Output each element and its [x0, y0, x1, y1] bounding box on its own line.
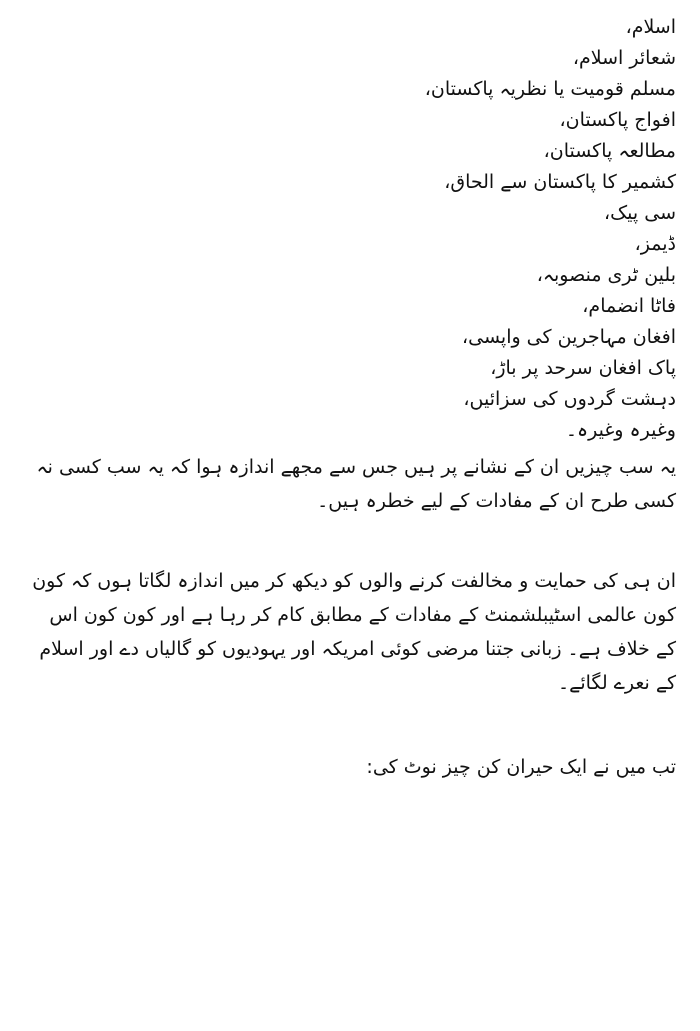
list-item: شعائر اسلام،: [572, 47, 676, 69]
list-item: اسلام،: [625, 16, 676, 38]
list-item: پاک افغان سرحد پر باڑ،: [490, 357, 676, 379]
paragraph-lead-in: تب میں نے ایک حیران کن چیز نوٹ کی:: [366, 756, 676, 778]
topic-list: [30, 12, 676, 446]
paragraph-observation: ان ہی کی حمایت و مخالفت کرنے والوں کو دیکھ کر میں اندازہ لگاتا ہوں کہ کون کون عالمی اسٹیبلشمنٹ کے مفادات کے مطابق کام کر رہا ہے اور کون کون اس کے خلاف ہے۔ زبانی جتنا مرضی کوئی امریکہ اور یہودیوں کو گالیاں دے اور اسلام کے نعرے لگائے۔: [32, 570, 676, 694]
list-item: افواج پاکستان،: [559, 109, 676, 131]
list-item: دہشت گردوں کی سزائیں،: [463, 388, 676, 410]
list-item: افغان مہاجرین کی واپسی،: [461, 326, 676, 348]
list-item: مسلم قومیت یا نظریہ پاکستان،: [424, 78, 676, 100]
list-item: مطالعہ پاکستان،: [543, 140, 676, 162]
list-item: ڈیمز،: [634, 233, 676, 255]
list-item: کشمیر کا پاکستان سے الحاق،: [444, 171, 676, 193]
list-item: فاٹا انضمام،: [582, 295, 676, 317]
paragraph-conclusion: یہ سب چیزیں ان کے نشانے پر ہیں جس سے مجھے اندازہ ہوا کہ یہ سب کسی نہ کسی طرح ان کے مفادات کے لیے خطرہ ہیں۔: [36, 456, 676, 512]
list-item: وغیرہ وغیرہ۔: [565, 419, 676, 441]
list-item: سی پیک،: [604, 202, 676, 224]
list-item: بلین ٹری منصوبہ،: [536, 264, 676, 286]
